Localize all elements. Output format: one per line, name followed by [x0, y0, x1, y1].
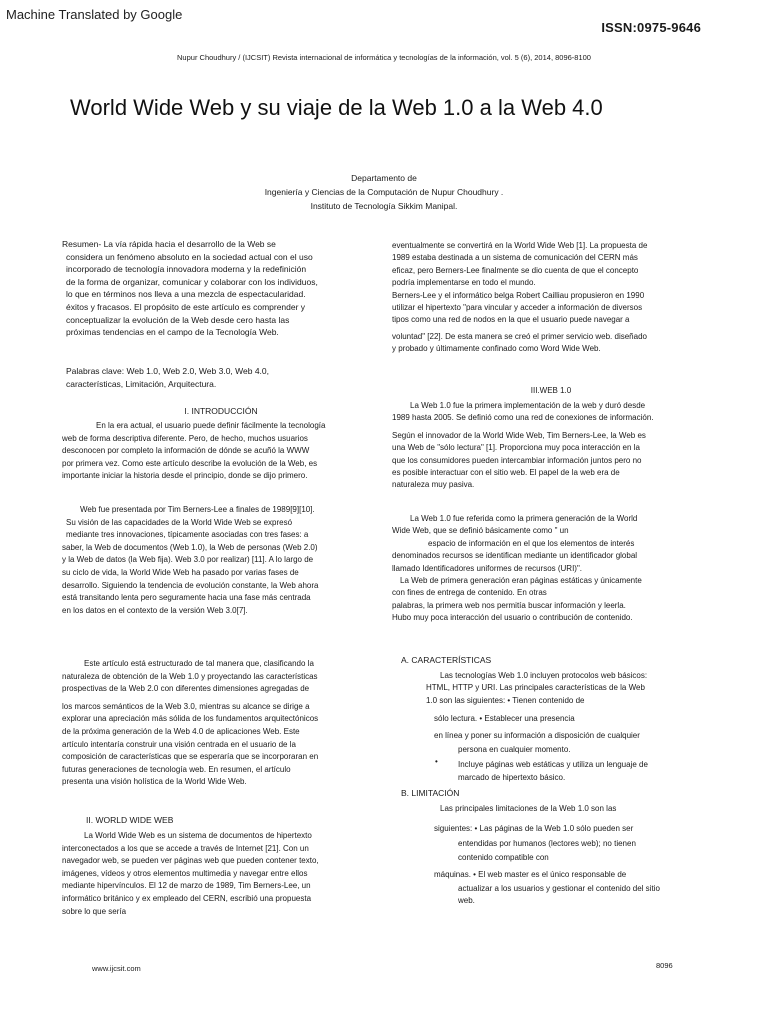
intro-paragraph-2 — [62, 504, 380, 617]
intro-line: y la Web de datos (la Web fija). Web 3.0 por realizar) [11]. A lo largo de — [62, 555, 314, 565]
abstract — [62, 238, 380, 339]
intro-line: web de forma descriptiva diferente. Pero, de hecho, muchos usuarios — [62, 433, 308, 443]
intro-line: de la próxima generación de la Web 4.0 de aplicaciones Web. Este — [62, 726, 300, 736]
abstract-line: de la forma de organizar, comunicar y colaborar con los individuos, — [66, 276, 318, 287]
limitation-line: máquinas. • El web master es el único responsable de — [434, 869, 627, 879]
characteristics-line: en línea y poner su información a disposición de cualquier — [434, 730, 640, 740]
characteristics-line: Incluye páginas web estáticas y utiliza un lenguaje de — [458, 760, 648, 770]
web1-line: palabras, la primera web nos permitía buscar información y leerla. — [392, 600, 626, 610]
characteristics-line: Las tecnologías Web 1.0 incluyen protocolos web básicos: — [440, 671, 648, 680]
intro-line: los marcos semánticos de la Web 3.0, mientras su alcance se dirige a — [62, 701, 310, 711]
intro-line: saber, la Web de documentos (Web 1.0), la Web de personas (Web 2.0) — [62, 542, 318, 552]
www-line: navegador web, se pueden ver páginas web que pueden contener texto, — [62, 856, 319, 866]
web1-line: 1989 hasta 2005. Se definió como una red de conexiones de información. — [392, 413, 654, 423]
intro-line: prospectivas de la Web 2.0 con diferentes dimensiones agregadas de — [62, 684, 310, 694]
web1-paragraph-1 — [392, 400, 710, 492]
web1-line: naturaleza muy pasiva. — [392, 480, 475, 490]
characteristics-line: marcado de hipertexto básico. — [458, 772, 566, 782]
right-line: eficaz, pero Berners-Lee finalmente se dio cuenta de que el concepto — [392, 265, 639, 275]
www-line: interconectados a los que se accede a través de Internet [21]. Con un — [62, 843, 309, 853]
right-line: tipos como una red de nodos en la que el usuario puede navegar a — [392, 315, 630, 325]
characteristics-line: persona en cualquier momento. — [458, 745, 571, 755]
web1-line: Según el innovador de la World Wide Web, Tim Berners-Lee, la Web es — [392, 430, 646, 440]
abstract-line: conceptualizar la evolución de la Web desde cero hasta las — [66, 314, 290, 325]
limitation-line: contenido compatible con — [458, 853, 549, 863]
www-line: La World Wide Web es un sistema de documentos de hipertexto — [84, 831, 312, 840]
intro-line: desarrollo. Siguiendo la tendencia de evolución constante, la Web ahora — [62, 580, 319, 590]
affiliation-line: Instituto de Tecnología Sikkim Manipal. — [310, 201, 458, 211]
web1-line: que los consumidores pueden intercambiar información juntos pero no — [392, 455, 642, 465]
intro-line: desconocen por completo la información de dónde se acuñó la WWW — [62, 446, 310, 456]
abstract-line: considera un fenómeno absoluto en la sociedad actual con el uso — [66, 251, 313, 262]
web1-line: Hubo muy poca interacción del usuario o contribución de contenido. — [392, 613, 633, 623]
affiliation-line: Departamento de — [351, 173, 417, 183]
right-line: eventualmente se convertirá en la World Wide Web [1]. La propuesta de — [392, 241, 648, 250]
characteristics-list — [392, 670, 710, 784]
web1-line: con fines de entrega de contenido. En otras — [392, 588, 547, 598]
page-title: World Wide Web y su viaje de la Web 1.0 a la Web 4.0 — [70, 95, 603, 120]
limitation-line: entendidas por humanos (lectores web); no tienen — [458, 838, 636, 848]
abstract-line: lo que en términos nos lleva a una mezcla de espectacularidad. — [66, 289, 306, 300]
www-line: sobre lo que sería — [62, 906, 127, 916]
intro-line: está transitando lenta pero seguramente hacia una fase más centrada — [62, 593, 311, 603]
limitation-line: actualizar a los usuarios y gestionar el contenido del sitio — [458, 884, 660, 894]
intro-line: Su visión de las capacidades de la World Wide Web se expresó — [66, 517, 293, 527]
characteristics-bullet-item — [392, 759, 710, 784]
web1-line: Wide Web, que se definió básicamente como " un — [392, 526, 569, 536]
footer-site: www.ijcsit.com — [92, 964, 141, 973]
intro-line: explorar una apreciación más sólida de los fundamentos arquitectónicos — [62, 714, 319, 724]
web1-line: una Web de "sólo lectura" [1]. Proporciona muy poca interacción en la — [392, 443, 640, 453]
www-paragraph — [62, 830, 380, 918]
intro-line: mediante tres innovaciones, típicamente asociadas con tres fases: a — [66, 530, 309, 540]
characteristics-line: HTML, HTTP y URI. Las principales características de la Web — [426, 683, 645, 693]
web1-paragraph-2 — [392, 513, 710, 625]
intro-line: presenta una visión holística de la World Wide Web. — [62, 777, 247, 787]
intro-line: en los datos en el contexto de la versión Web 3.0[7]. — [62, 605, 248, 615]
right-line: Berners-Lee y el informático belga Robert Cailliau propusieron en 1990 — [392, 290, 645, 300]
right-line: 1989 estaba destinada a un sistema de comunicación del CERN más — [392, 253, 638, 263]
www-line: mediante hipervínculos. El 12 de marzo de 1989, Tim Berners-Lee, un — [62, 881, 311, 891]
intro-line: Web fue presentada por Tim Berners-Lee a finales de 1989[9][10]. — [80, 505, 315, 514]
footer-page-number: 8096 — [656, 961, 673, 970]
characteristics-heading: A. CARACTERÍSTICAS — [401, 655, 492, 665]
machine-translated-label: Machine Translated by Google — [6, 7, 183, 22]
keywords-line: Palabras clave: Web 1.0, Web 2.0, Web 3.0, Web 4.0, — [66, 366, 270, 376]
intro-line: composición de características que se esperaría que se incorporaran en — [62, 752, 319, 762]
journal-line: Nupur Choudhury / (IJCSIT) Revista internacional de informática y tecnologías de la información, vol. 5 (6), 2014, 8096-8100 — [177, 53, 591, 62]
web1-line: espacio de información en el que los elementos de interés — [428, 538, 635, 548]
intro-line: futuras generaciones de tecnología web. En resumen, el artículo — [62, 764, 291, 774]
intro-line: Este artículo está estructurado de tal manera que, clasificando la — [84, 659, 314, 668]
issn-label: ISSN:0975-9646 — [601, 20, 701, 35]
intro-line: por primera vez. Como este artículo describe la evolución de la Web, es — [62, 458, 318, 468]
web1-line: es posible interactuar con el sitio web. El papel de la web era de — [392, 468, 620, 478]
characteristics-line: 1.0 son las siguientes: • Tienen contenido de — [426, 695, 585, 705]
limitation-line: Las principales limitaciones de la Web 1.0 son las — [440, 804, 617, 813]
intro-line: En la era actual, el usuario puede definir fácilmente la tecnología — [96, 421, 326, 430]
affiliation — [0, 171, 768, 213]
right-line: utilizar el hipertexto "para vincular y acceder a información de diversos — [392, 303, 643, 313]
intro-heading: I. INTRODUCCIÓN — [184, 406, 258, 416]
abstract-line: incorporado de tecnología innovadora moderna y la redefinición — [66, 264, 307, 275]
right-line: voluntad" [22]. De esta manera se creó el primer servicio web. diseñado — [392, 331, 647, 341]
www-heading: II. WORLD WIDE WEB — [86, 815, 174, 825]
right-line: podría implementarse en todo el mundo. — [392, 278, 536, 288]
abstract-line: éxitos y fracasos. El propósito de este artículo es comprender y — [66, 301, 306, 312]
limitation-line: siguientes: • Las páginas de la Web 1.0 sólo pueden ser — [434, 824, 634, 834]
web1-line: La Web 1.0 fue referida como la primera generación de la World — [410, 514, 638, 523]
intro-line: artículo intentaría construir una visión centrada en el usuario de la — [62, 739, 296, 749]
intro-paragraph-1 — [62, 420, 380, 483]
intro-line: importante iniciar la historia desde el principio, donde se dijo primero. — [62, 471, 308, 481]
web1-line: denominados recursos se identifican mediante un identificador global — [392, 551, 638, 561]
intro-line: naturaleza de obtención de la Web 1.0 y proyectando las características — [62, 671, 318, 681]
keywords-line: características, Limitación, Arquitectura. — [66, 378, 217, 389]
intro-line: su ciclo de vida, la World Wide Web ha pasado por varias fases de — [62, 567, 299, 577]
web1-line: llamado Identificadores uniformes de recursos (URI)". — [392, 563, 583, 573]
affiliation-line: Ingeniería y Ciencias de la Computación de Nupur Choudhury . — [264, 187, 504, 197]
web1-line: La Web 1.0 fue la primera implementación de la web y duró desde — [410, 401, 646, 410]
keywords — [62, 365, 384, 390]
www-line: imágenes, vídeos y otros elementos multimedia y navegar entre ellos — [62, 868, 308, 878]
right-line: y probado y últimamente confinado como Word Wide Web. — [392, 344, 601, 354]
web1-heading: III.WEB 1.0 — [530, 386, 572, 395]
abstract-line: Resumen- La vía rápida hacia el desarrollo de la Web se — [62, 239, 276, 249]
abstract-line: próximas tendencias en el campo de la Tecnología Web. — [66, 327, 279, 338]
web1-line: La Web de primera generación eran páginas estáticas y únicamente — [400, 576, 642, 586]
right-paragraph-1 — [392, 240, 710, 356]
limitation-heading: B. LIMITACIÓN — [401, 788, 460, 798]
characteristics-line: sólo lectura. • Establecer una presencia — [434, 714, 575, 724]
www-line: informático británico y ex empleado del CERN, escribió una propuesta — [62, 893, 312, 903]
intro-paragraph-3 — [62, 658, 380, 789]
bullet-icon: • — [435, 757, 438, 767]
limitation-line: web. — [458, 896, 475, 906]
limitation-list — [392, 803, 710, 908]
